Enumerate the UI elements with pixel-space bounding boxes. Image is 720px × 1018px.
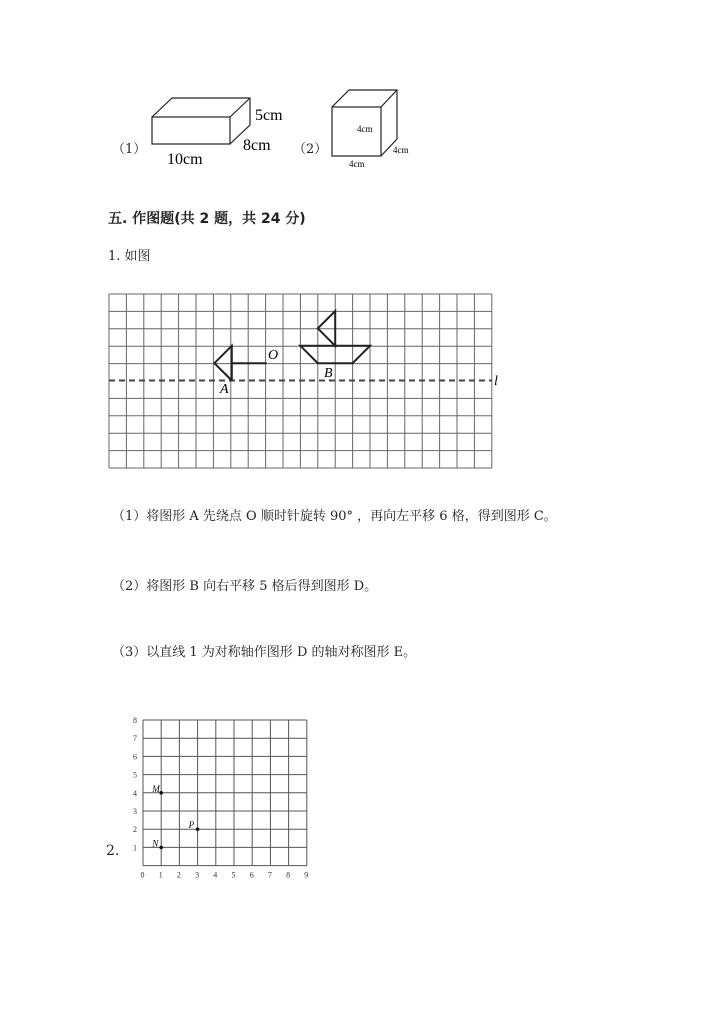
width-label: 8cm <box>243 137 271 154</box>
section-title: 五. 作图题(共 2 题，共 24 分) <box>108 211 306 227</box>
x-tick-label: 7 <box>267 870 272 880</box>
x-tick-label: 8 <box>286 870 291 880</box>
length-label: 10cm <box>167 151 203 168</box>
x-tick-label: 2 <box>176 870 181 880</box>
y-tick-label: 2 <box>133 825 137 835</box>
point-label: M <box>152 783 160 794</box>
height-label: 5cm <box>255 107 283 124</box>
point-label: N <box>152 838 159 849</box>
x-tick-label: 1 <box>158 870 163 880</box>
cube-bottom-label: 4cm <box>349 159 365 169</box>
shape-a-label: A <box>220 382 229 397</box>
x-tick-label: 9 <box>304 870 309 880</box>
y-tick-label: 1 <box>133 843 137 853</box>
cube-figure <box>325 85 425 175</box>
coordinate-grid <box>120 710 320 880</box>
y-tick-label: 3 <box>133 807 137 816</box>
y-tick-label: 7 <box>133 734 137 744</box>
step-2: （2）将图形 B 向右平移 5 格后得到图形 D。 <box>112 579 378 594</box>
y-tick-label: 8 <box>133 716 137 725</box>
question-2-label: 2. <box>106 843 120 859</box>
point-m <box>159 791 163 795</box>
step-1: （1）将图形 A 先绕点 O 顺时针旋转 90° ，再向左平移 6 格，得到图形 C。 <box>112 509 557 524</box>
transformation-grid <box>100 285 510 475</box>
y-tick-label: 4 <box>133 788 137 798</box>
point-label: P <box>188 820 195 831</box>
x-tick-label: 6 <box>249 870 254 880</box>
y-tick-label: 6 <box>133 752 137 762</box>
line-l-label: l <box>494 374 498 389</box>
x-tick-label: 3 <box>195 870 200 880</box>
x-tick-label: 0 <box>140 870 145 880</box>
point-o-label: O <box>268 348 279 363</box>
shape-b-label: B <box>324 366 333 381</box>
step-3: （3）以直线 1 为对称轴作图形 D 的轴对称图形 E。 <box>112 645 417 660</box>
cube-front-label: 4cm <box>357 124 373 134</box>
cube-side-label: 4cm <box>393 145 409 155</box>
x-tick-label: 4 <box>213 870 218 880</box>
item-2-label: （2） <box>293 142 328 157</box>
y-tick-label: 5 <box>133 770 137 780</box>
item-1-label: （1） <box>112 142 147 157</box>
point-p <box>196 827 200 831</box>
question-1-label: 1. 如图 <box>108 249 151 264</box>
x-tick-label: 5 <box>231 870 236 880</box>
cuboid-figure <box>145 90 295 170</box>
point-n <box>159 846 163 850</box>
